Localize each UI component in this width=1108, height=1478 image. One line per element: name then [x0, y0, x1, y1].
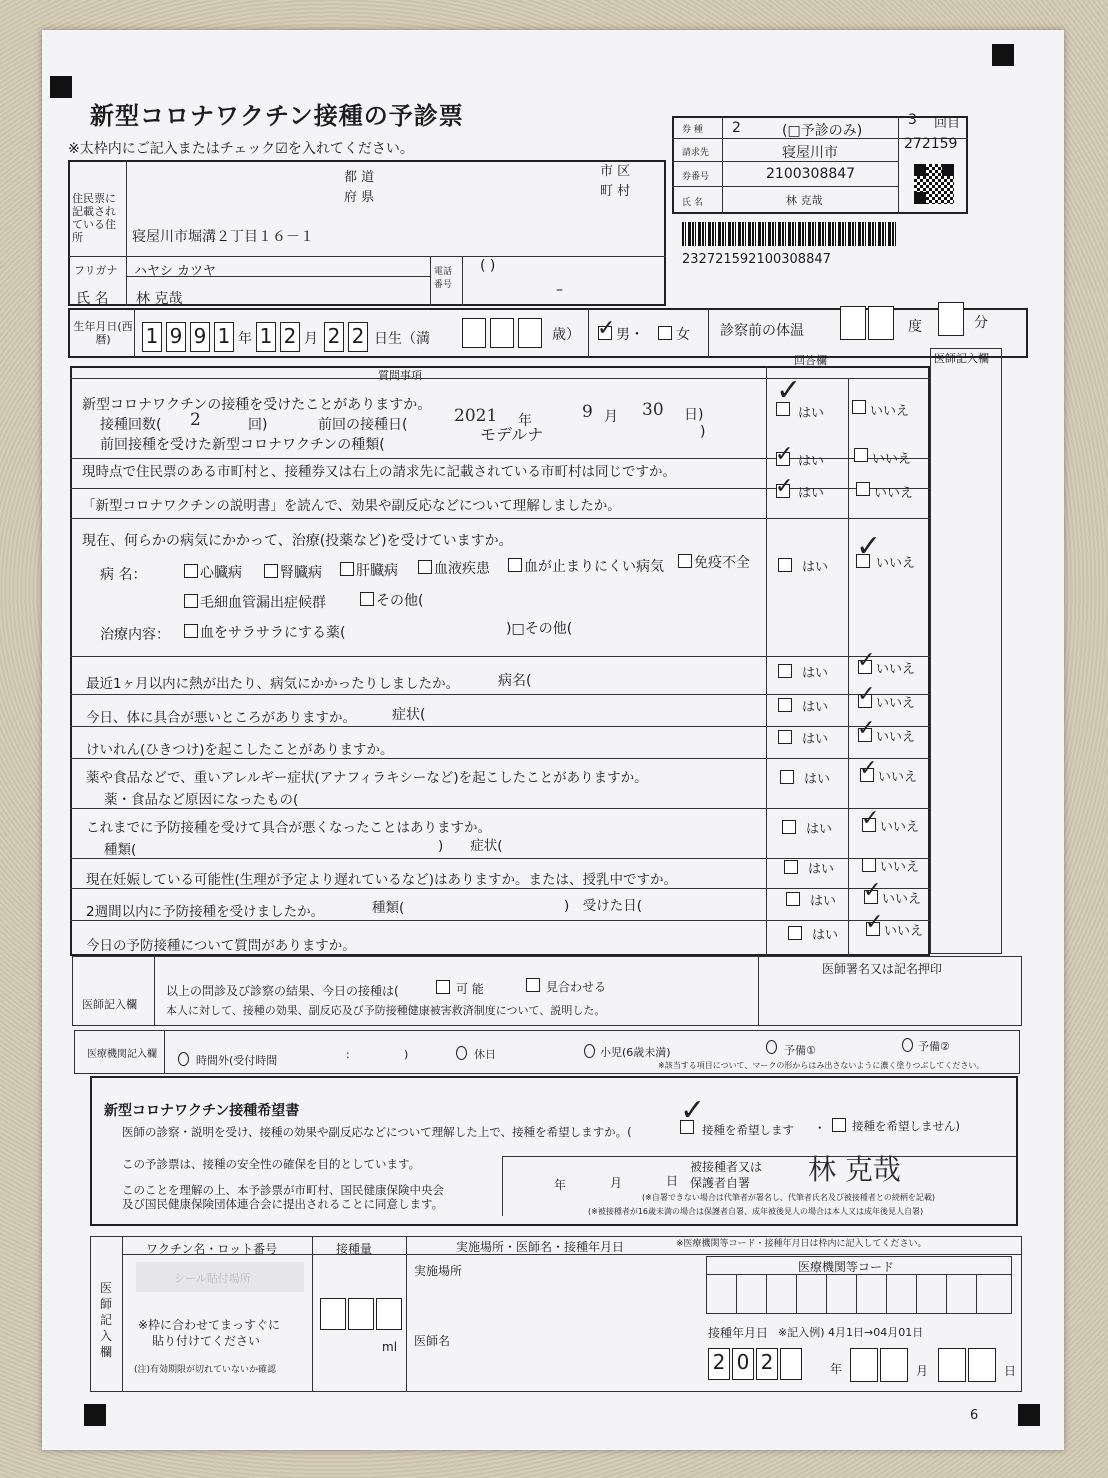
disease-checkbox[interactable]: [418, 560, 432, 574]
qr-code-icon: [914, 164, 954, 204]
overtime-radio[interactable]: [178, 1052, 189, 1066]
q10-no-checkbox[interactable]: [862, 858, 876, 872]
prev-vaccine-type: モデルナ: [480, 425, 544, 444]
reserve1-radio[interactable]: [766, 1040, 777, 1054]
barcode-number: 232721592100308847: [682, 252, 831, 267]
q4-yes-checkbox[interactable]: [778, 558, 792, 572]
prev-day: 30: [642, 400, 664, 420]
address-label: 住民票に記載されている住所: [72, 192, 116, 244]
signature: 林 克哉: [808, 1153, 901, 1186]
check-mark-icon: ✓: [857, 648, 876, 673]
registration-mark-icon: [50, 76, 72, 98]
holiday-radio[interactable]: [456, 1046, 467, 1060]
q4-text: 現在、何らかの病気にかかって、治療(投薬など)を受けていますか。: [82, 533, 513, 549]
ticket-type: 2: [732, 120, 741, 136]
q2-no-checkbox[interactable]: [854, 448, 868, 462]
q3-no-checkbox[interactable]: [856, 482, 870, 496]
q12-yes-checkbox[interactable]: [788, 926, 802, 940]
q5-text: 最近1ヶ月以内に熱が出たり、病気にかかったりしましたか。: [86, 676, 460, 692]
name-value: 林 克哉: [136, 291, 183, 307]
check-mark-icon: ✓: [865, 910, 884, 935]
not-want-vaccine-checkbox[interactable]: [832, 1118, 846, 1132]
registration-mark-icon: [84, 1404, 106, 1426]
q7-text: けいれん(ひきつけ)を起こしたことがありますか。: [86, 742, 394, 758]
check-mark-icon: ✓: [863, 878, 882, 903]
q10-yes-checkbox[interactable]: [784, 860, 798, 874]
q9-yes-checkbox[interactable]: [782, 820, 796, 834]
disease-checkbox[interactable]: [678, 554, 692, 568]
q6-yes-checkbox[interactable]: [778, 698, 792, 712]
check-mark-icon: ✓: [856, 529, 882, 564]
disease-checkbox[interactable]: [360, 592, 374, 606]
prev-year: 2021: [454, 406, 498, 426]
check-mark-icon: ✓: [597, 316, 616, 341]
q11-text: 2週間以内に予防接種を受けましたか。: [86, 904, 325, 920]
q5-yes-checkbox[interactable]: [778, 664, 792, 678]
questionnaire-sheet: 新型コロナワクチン接種の予診票 ※太枠内にご記入またはチェック☑を入れてください。 券 種 2 (□予診のみ) 3 回目 272159 請求先 寝屋川市 券番号 2100308847 氏 名 林 克哉 232721592100308847 住民票に記載されている住所 都 道 府 県 市 区 町 村 寝屋川市堀溝２丁目１６－１ フリガナ ハヤシ カツヤ 氏 名 林 克哉 電話番号 ( ) – 生年月日(西暦) 1 9 9 1 年 1 2 月 2 2 日生（満 歳） ✓ 男・ 女 診察前の体温 度 分 質問事項 回答欄 医師記入欄 新型コロナワクチンの接種を受けたことがありますか。 接種回数( 2 回) 前回の接種日( 2021 年 9 月 30 日) 前回接種を受けた新型コロナワクチンの種類( モデルナ ) 現時点で住民票のある市町村と、接種券又は右上の請求先に記載されている市町村は同じですか。 「新型コロナワクチンの説明書」を読んで、効果や副反応などについて理解しましたか。 現在、何らかの病気にかかって、治療(投薬など)を受けていますか。 病 名： 心臓病 腎臓病 肝臓病 血液疾患 血が止まりにくい病気 免疫不全 毛細血管漏出症候群 その他( 治療内容： 血をサラサラにする薬( )□その他( 最近1ヶ月以内に熱が出たり、病気にかかったりしましたか。 病名( 今日、体に具合が悪いところがありますか。 症状( けいれん(ひきつけ)を起こしたことがありますか。 薬や食品などで、重いアレルギー症状(アナフィラキシーなど)を起こしたことがありますか。 薬・食品など原因になったもの( これまでに予防接種を受けて具合が悪くなったことはありますか。 種類( ) 症状( 現在妊娠している可能性(生理が予定より遅れているなど)はありますか。または、授乳中ですか。 2週間以内に予防接種を受けましたか。 種類( ) 受けた日( 今日の予防接種について質問がありますか。 ✓ はい いいえ ✓ はい いいえ ✓ はい いいえ はい ✓ いいえ はい ✓ いいえ はい ✓ いいえ はい ✓ いいえ はい ✓ いいえ はい ✓ いいえ はい いいえ はい ✓ いいえ はい ✓ いいえ 医師記入欄 以上の問診及び診察の結果、今日の接種は( 可 能 見合わせる 本人に対して、接種の効果、副反応及び予防接種健康被害救済制度について、説明した。 医師署名又は記名押印 医療機関記入欄 時間外(受付時間 : ) 休日 小児(6歳未満) 予備① 予備② ※該当する項目について、マークの形からはみ出さないように濃く塗りつぶしてください。 新型コロナワクチン接種希望書 医師の診察・説明を受け、接種の効果や副反応などについて理解した上で、接種を希望しますか。( ✓ 接種を希望します ・ 接種を希望しません) この予診票は、接種の安全性の確保を目的としています。 このことを理解の上、本予診票が市町村、国民健康保険中央会 及び国民健康保険団体連合会に提出されることに同意します。 年 月 日 被接種者又は 保護者自署 林 克哉 (※自署できない場合は代筆者が署名し、代筆者氏名及び被接種者との続柄を記載) (※被接種者が16歳未満の場合は保護者自署、成年被後見人の場合は本人又は成年後見人自署) 医師記入欄 ワクチン名・ロット番号 接種量 実施場所・医師名・接種年月日 ※医療機関等コード・接種年月日は枠内に記入してください。 シール貼付場所 ※枠に合わせてまっすぐに 貼り付けてください (注)有効期限が切れていないか確認 ml 実施場所 医師名 医療機関等コード 接種年月日 ※記入例) 4月1日→04月01日 2 0 2 年 月 日 6: [42, 30, 1064, 1450]
q1-text: 新型コロナワクチンの接種を受けたことがありますか。: [82, 397, 432, 413]
page-title: 新型コロナワクチン接種の予診票: [90, 102, 464, 130]
registration-mark-icon: [992, 44, 1014, 66]
check-mark-icon: ✓: [776, 373, 802, 408]
check-mark-icon: ✓: [857, 682, 876, 707]
check-mark-icon: ✓: [861, 806, 880, 831]
check-mark-icon: ✓: [775, 442, 794, 467]
doctor-ok-checkbox[interactable]: [436, 980, 450, 994]
disease-checkbox[interactable]: [184, 594, 198, 608]
female-checkbox[interactable]: [658, 326, 672, 340]
q11-yes-checkbox[interactable]: [786, 892, 800, 906]
q10-text: 現在妊娠している可能性(生理が予定より遅れているなど)はありますか。または、授乳中ですか。: [86, 872, 678, 888]
ticket-code: 272159: [904, 136, 958, 152]
treatment-checkbox[interactable]: [184, 624, 198, 638]
reserve2-radio[interactable]: [902, 1038, 913, 1052]
disease-checkbox[interactable]: [264, 564, 278, 578]
q6-text: 今日、体に具合が悪いところがありますか。: [86, 710, 356, 726]
q9-text: これまでに予防接種を受けて具合が悪くなったことはありますか。: [86, 820, 491, 836]
check-mark-icon: ✓: [680, 1093, 706, 1128]
doctor-column: [930, 348, 1002, 954]
disease-checkbox[interactable]: [340, 562, 354, 576]
ticket-number: 2100308847: [766, 166, 856, 182]
dose-number: 3: [908, 112, 917, 128]
registration-mark-icon: [1018, 1404, 1040, 1426]
furigana-value: ハヤシ カツヤ: [134, 264, 217, 279]
doctor-defer-checkbox[interactable]: [526, 978, 540, 992]
page-number: 6: [970, 1408, 979, 1423]
q8-yes-checkbox[interactable]: [780, 770, 794, 784]
address-value: 寝屋川市堀溝２丁目１６－１: [132, 229, 314, 245]
billing-to: 寝屋川市: [782, 145, 838, 161]
prev-month: 9: [582, 402, 593, 422]
q12-text: 今日の予防接種について質問がありますか。: [86, 938, 356, 954]
q7-yes-checkbox[interactable]: [778, 730, 792, 744]
check-mark-icon: ✓: [859, 756, 878, 781]
q2-text: 現時点で住民票のある市町村と、接種券又は右上の請求先に記載されている市町村は同じですか。: [82, 464, 676, 480]
instruction: ※太枠内にご記入またはチェック☑を入れてください。: [68, 141, 414, 157]
dose-count: 2: [190, 410, 201, 430]
check-mark-icon: ✓: [775, 474, 794, 499]
q3-text: 「新型コロナワクチンの説明書」を読んで、効果や副反応などについて理解しましたか。: [82, 498, 621, 514]
q1-no-checkbox[interactable]: [852, 400, 866, 414]
barcode-icon: [682, 222, 896, 246]
disease-checkbox[interactable]: [184, 564, 198, 578]
ticket-name: 林 克哉: [786, 194, 823, 207]
consent-title: 新型コロナワクチン接種希望書: [104, 1103, 300, 1119]
disease-checkbox[interactable]: [508, 558, 522, 572]
check-mark-icon: ✓: [857, 716, 876, 741]
child-radio[interactable]: [584, 1044, 595, 1058]
q8-text: 薬や食品などで、重いアレルギー症状(アナフィラキシーなど)を起こしたことがありますか。: [86, 770, 648, 786]
